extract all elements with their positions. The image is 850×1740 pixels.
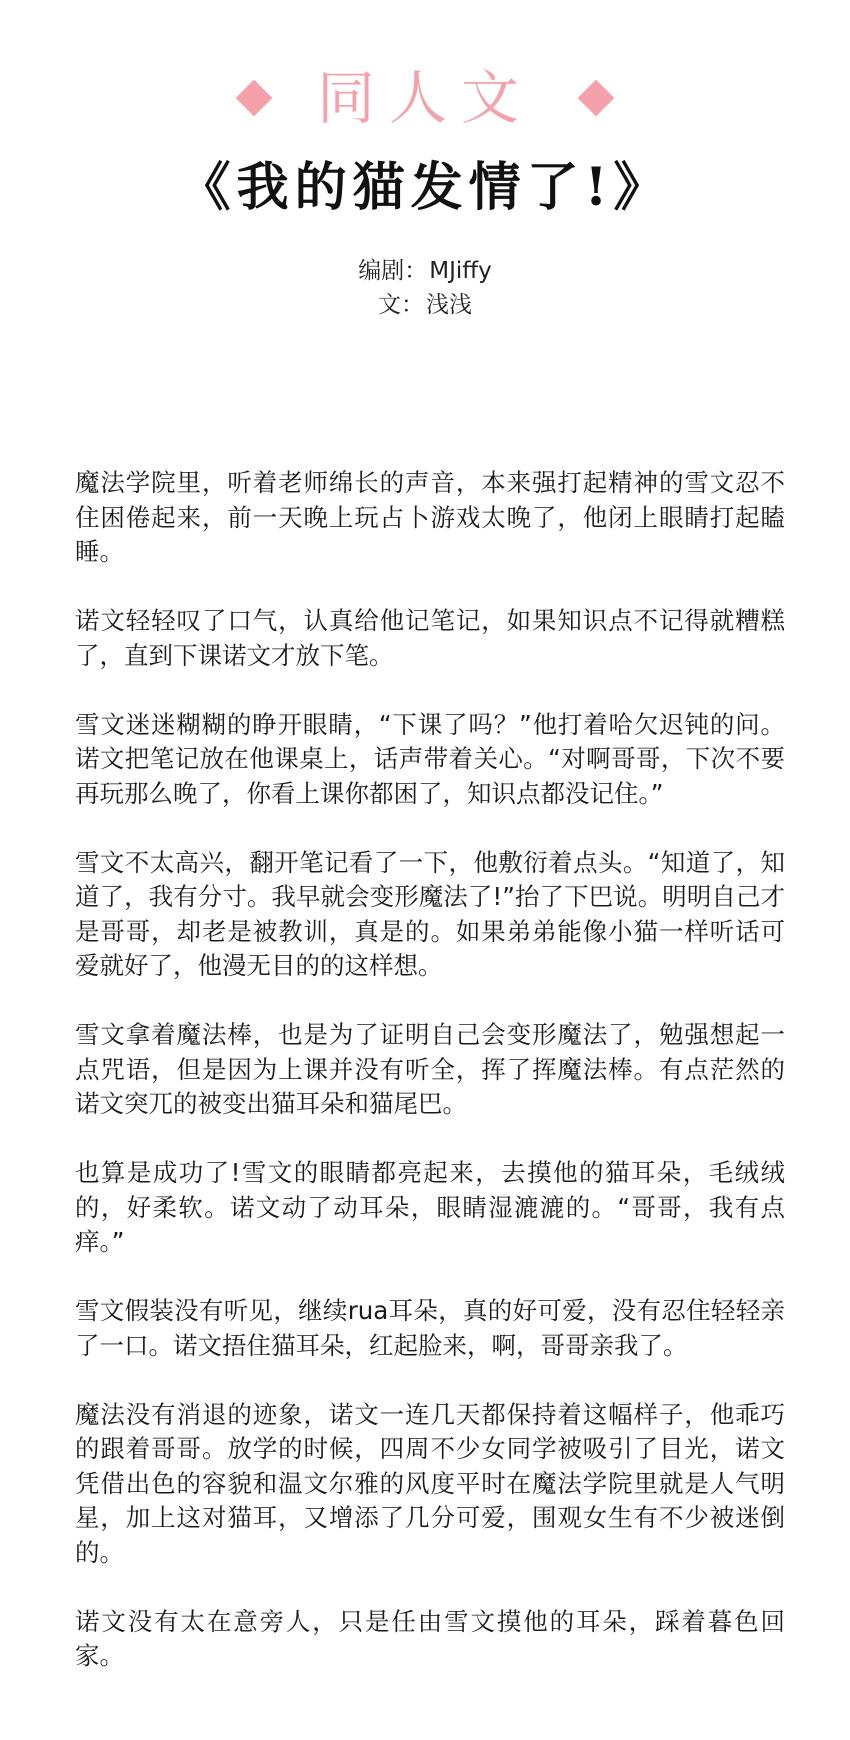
author-name: 浅浅 bbox=[426, 292, 472, 318]
paragraph: 诺文轻轻叹了口气，认真给他记笔记，如果知识点不记得就糟糕了，直到下课诺文才放下笔。 bbox=[75, 606, 785, 670]
author-credit bbox=[0, 288, 850, 322]
paragraph: 雪文不太高兴，翻开笔记看了一下，他敷衍着点头。“知道了，知道了，我有分寸。我早就会变形魔法了!”抬了下巴说。明明自己才是哥哥，却老是被教训，真是的。如果弟弟能像小猫一样听话可爱就好了，他漫无目的的这样想。 bbox=[75, 847, 785, 980]
header-banner bbox=[0, 58, 850, 138]
paragraph: 雪文迷迷糊糊的睁开眼睛，“下课了吗？”他打着哈欠迟钝的问。诺文把笔记放在他课桌上，话声带着关心。“对啊哥哥，下次不要再玩那么晚了，你看上课你都困了，知识点都没记住。” bbox=[75, 709, 785, 808]
diamond-right-icon bbox=[578, 80, 615, 117]
screenwriter-label: 编剧 bbox=[358, 258, 405, 284]
paragraph: 也算是成功了!雪文的眼睛都亮起来，去摸他的猫耳朵，毛绒绒的，好柔软。诺文动了动耳朵，眼睛湿漉漉的。“哥哥，我有点痒。” bbox=[75, 1158, 785, 1256]
screenwriter-separator: ： bbox=[404, 258, 428, 284]
author-separator: ： bbox=[401, 292, 424, 318]
author-label: 文 bbox=[378, 292, 401, 318]
category-label: 同人文 bbox=[316, 64, 533, 132]
screenwriter-credit bbox=[0, 254, 850, 288]
diamond-left-icon bbox=[236, 80, 273, 117]
story-body bbox=[75, 466, 785, 1708]
paragraph: 雪文假装没有听见，继续rua耳朵，真的好可爱，没有忍住轻轻亲了一口。诺文捂住猫耳朵，红起脸来，啊，哥哥亲我了。 bbox=[75, 1296, 785, 1360]
screenwriter-name: MJiffy bbox=[429, 258, 492, 284]
paragraph: 魔法没有消退的迹象，诺文一连几天都保持着这幅样子，他乖巧的跟着哥哥。放学的时候，四周不少女同学被吸引了目光，诺文凭借出色的容貌和温文尔雅的风度平时在魔法学院里就是人气明星，加上这对猫耳，又增添了几分可爱，围观女生有不少被迷倒的。 bbox=[75, 1399, 785, 1567]
credits bbox=[0, 254, 850, 322]
paragraph: 魔法学院里，听着老师绵长的声音，本来强打起精神的雪文忍不住困倦起来，前一天晚上玩占卜游戏太晚了，他闭上眼睛打起瞌睡。 bbox=[75, 468, 785, 566]
paragraph: 雪文拿着魔法棒，也是为了证明自己会变形魔法了，勉强想起一点咒语，但是因为上课并没有听全，挥了挥魔法棒。有点茫然的诺文突兀的被变出猫耳朵和猫尾巴。 bbox=[75, 1020, 785, 1118]
story-title: 《我的猫发情了!》 bbox=[178, 157, 672, 218]
paragraph: 诺文没有太在意旁人，只是任由雪文摸他的耳朵，踩着暮色回家。 bbox=[75, 1606, 785, 1670]
